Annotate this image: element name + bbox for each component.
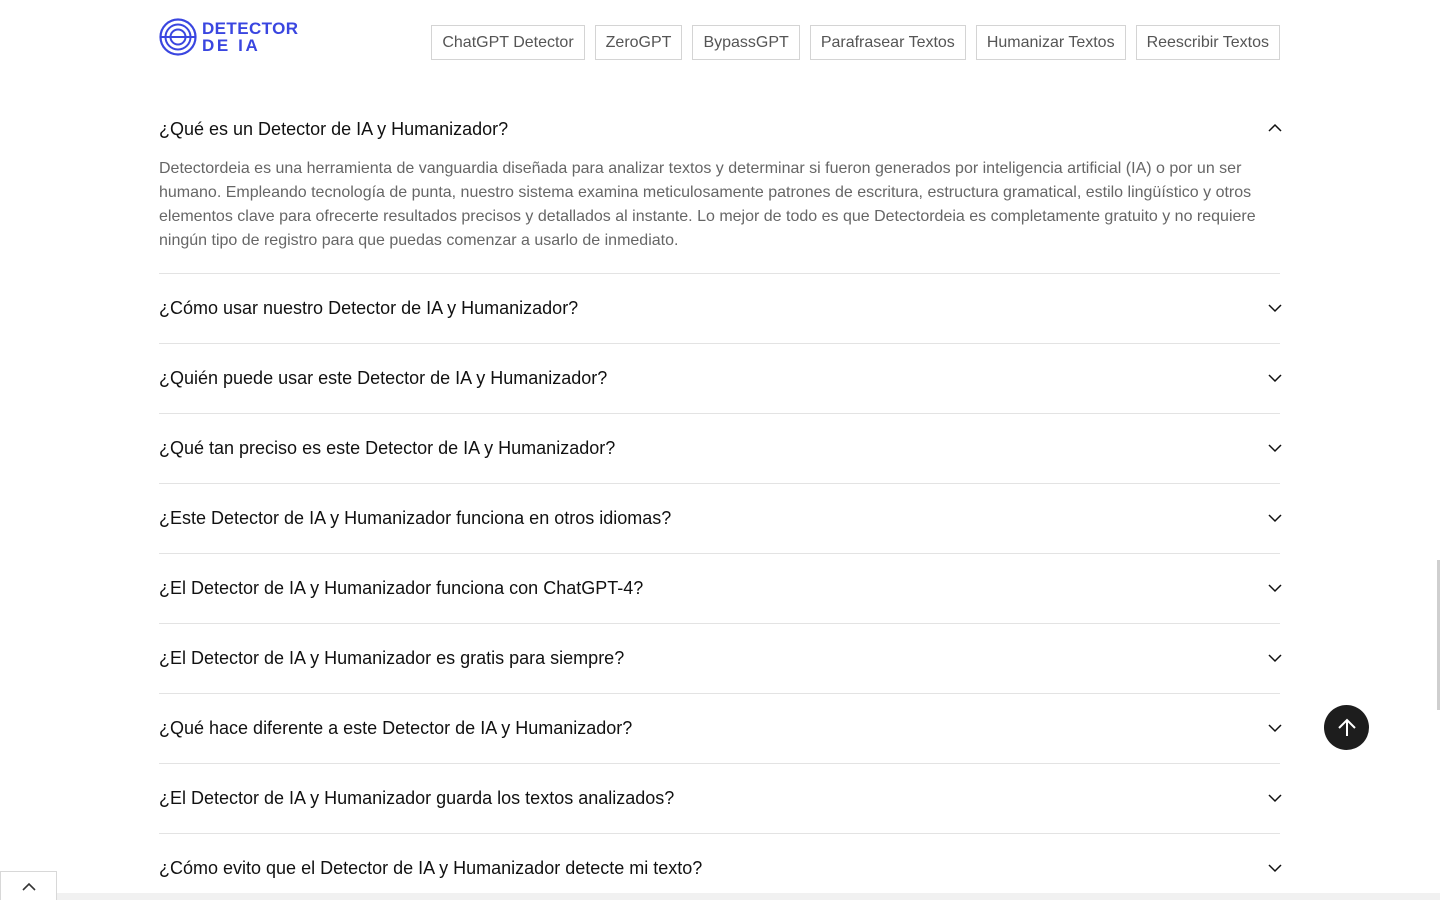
faq-question: ¿El Detector de IA y Humanizador guarda los textos analizados? [159, 788, 675, 808]
main-nav [431, 25, 1280, 60]
logo-line-2: DE IA [202, 36, 261, 55]
nav-reescribir-textos[interactable]: Reescribir Textos [1136, 25, 1280, 60]
nav-bypassgpt[interactable]: BypassGPT [692, 25, 799, 60]
faq-item [159, 414, 1280, 484]
chevron-down-icon[interactable] [1267, 860, 1283, 876]
nav-humanizar-textos[interactable]: Humanizar Textos [976, 25, 1126, 60]
nav-parafrasear-textos[interactable]: Parafrasear Textos [810, 25, 966, 60]
chevron-down-icon[interactable] [1267, 300, 1283, 316]
faq-question-toggle[interactable] [159, 414, 1280, 483]
chevron-up-icon[interactable] [1267, 120, 1283, 136]
chevron-down-icon[interactable] [1267, 720, 1283, 736]
logo-wordmark [202, 20, 298, 54]
faq-question-toggle[interactable] [159, 834, 1280, 900]
chevron-down-icon[interactable] [1267, 440, 1283, 456]
faq-question: ¿Este Detector de IA y Humanizador funciona en otros idiomas? [159, 508, 672, 528]
faq-item [159, 694, 1280, 764]
faq-question-toggle[interactable] [159, 344, 1280, 413]
faq-item [159, 624, 1280, 694]
faq-question-toggle[interactable] [159, 274, 1280, 343]
faq-question: ¿Cómo evito que el Detector de IA y Humanizador detecte mi texto? [159, 858, 703, 878]
chevron-down-icon[interactable] [1267, 510, 1283, 526]
bottom-bar [0, 893, 1440, 900]
expand-panel-button[interactable] [0, 871, 57, 900]
faq-question: ¿Cómo usar nuestro Detector de IA y Humanizador? [159, 298, 579, 318]
faq-question-toggle[interactable] [159, 624, 1280, 693]
faq-item [159, 764, 1280, 834]
faq-question-toggle[interactable] [159, 484, 1280, 553]
logo-line-1: DETECTOR [202, 19, 299, 38]
faq-question-toggle[interactable] [159, 764, 1280, 833]
faq-question: ¿Quién puede usar este Detector de IA y Humanizador? [159, 368, 608, 388]
scroll-to-top-button[interactable] [1324, 705, 1369, 750]
chevron-down-icon[interactable] [1267, 370, 1283, 386]
faq-question: ¿El Detector de IA y Humanizador es gratis para siempre? [159, 648, 625, 668]
faq-item [159, 344, 1280, 414]
faq-question-toggle[interactable] [159, 554, 1280, 623]
faq-item [159, 834, 1280, 900]
faq-item [159, 554, 1280, 624]
faq-item [159, 95, 1280, 274]
chevron-up-icon [21, 881, 37, 893]
faq-question: ¿El Detector de IA y Humanizador funciona con ChatGPT-4? [159, 578, 644, 598]
faq-question: ¿Qué es un Detector de IA y Humanizador? [159, 118, 509, 139]
site-header [0, 0, 1440, 80]
faq-item [159, 484, 1280, 554]
faq-question: ¿Qué hace diferente a este Detector de IA y Humanizador? [159, 718, 633, 738]
faq-question-toggle[interactable] [159, 694, 1280, 763]
site-logo[interactable] [159, 18, 298, 56]
faq-question: ¿Qué tan preciso es este Detector de IA y Humanizador? [159, 438, 616, 458]
faq-question-toggle[interactable] [159, 95, 1280, 163]
chevron-down-icon[interactable] [1267, 580, 1283, 596]
nav-zerogpt[interactable]: ZeroGPT [595, 25, 683, 60]
chevron-down-icon[interactable] [1267, 650, 1283, 666]
faq-answer: Detectordeia es una herramienta de vanguardia diseñada para analizar textos y determinar si fueron generados por inteligencia artificial (IA) o por un ser humano. Empleando tecnología de punta, nuestro sistema examina meticulosamente patrones de escritura, estructura gramatical, estilo lingüístico y otros elementos clave para ofrecerte resultados precisos y detallados al instante. Lo mejor de todo es que Detectordeia es completamente gratuito y no requiere ningún tipo de registro para que puedas comenzar a usarlo de inmediato. [159, 160, 1256, 249]
nav-chatgpt-detector[interactable]: ChatGPT Detector [431, 25, 584, 60]
faq-item [159, 274, 1280, 344]
arrow-up-icon [1336, 717, 1358, 739]
faq-list [159, 95, 1280, 900]
concentric-circles-icon [159, 18, 197, 56]
chevron-down-icon[interactable] [1267, 790, 1283, 806]
